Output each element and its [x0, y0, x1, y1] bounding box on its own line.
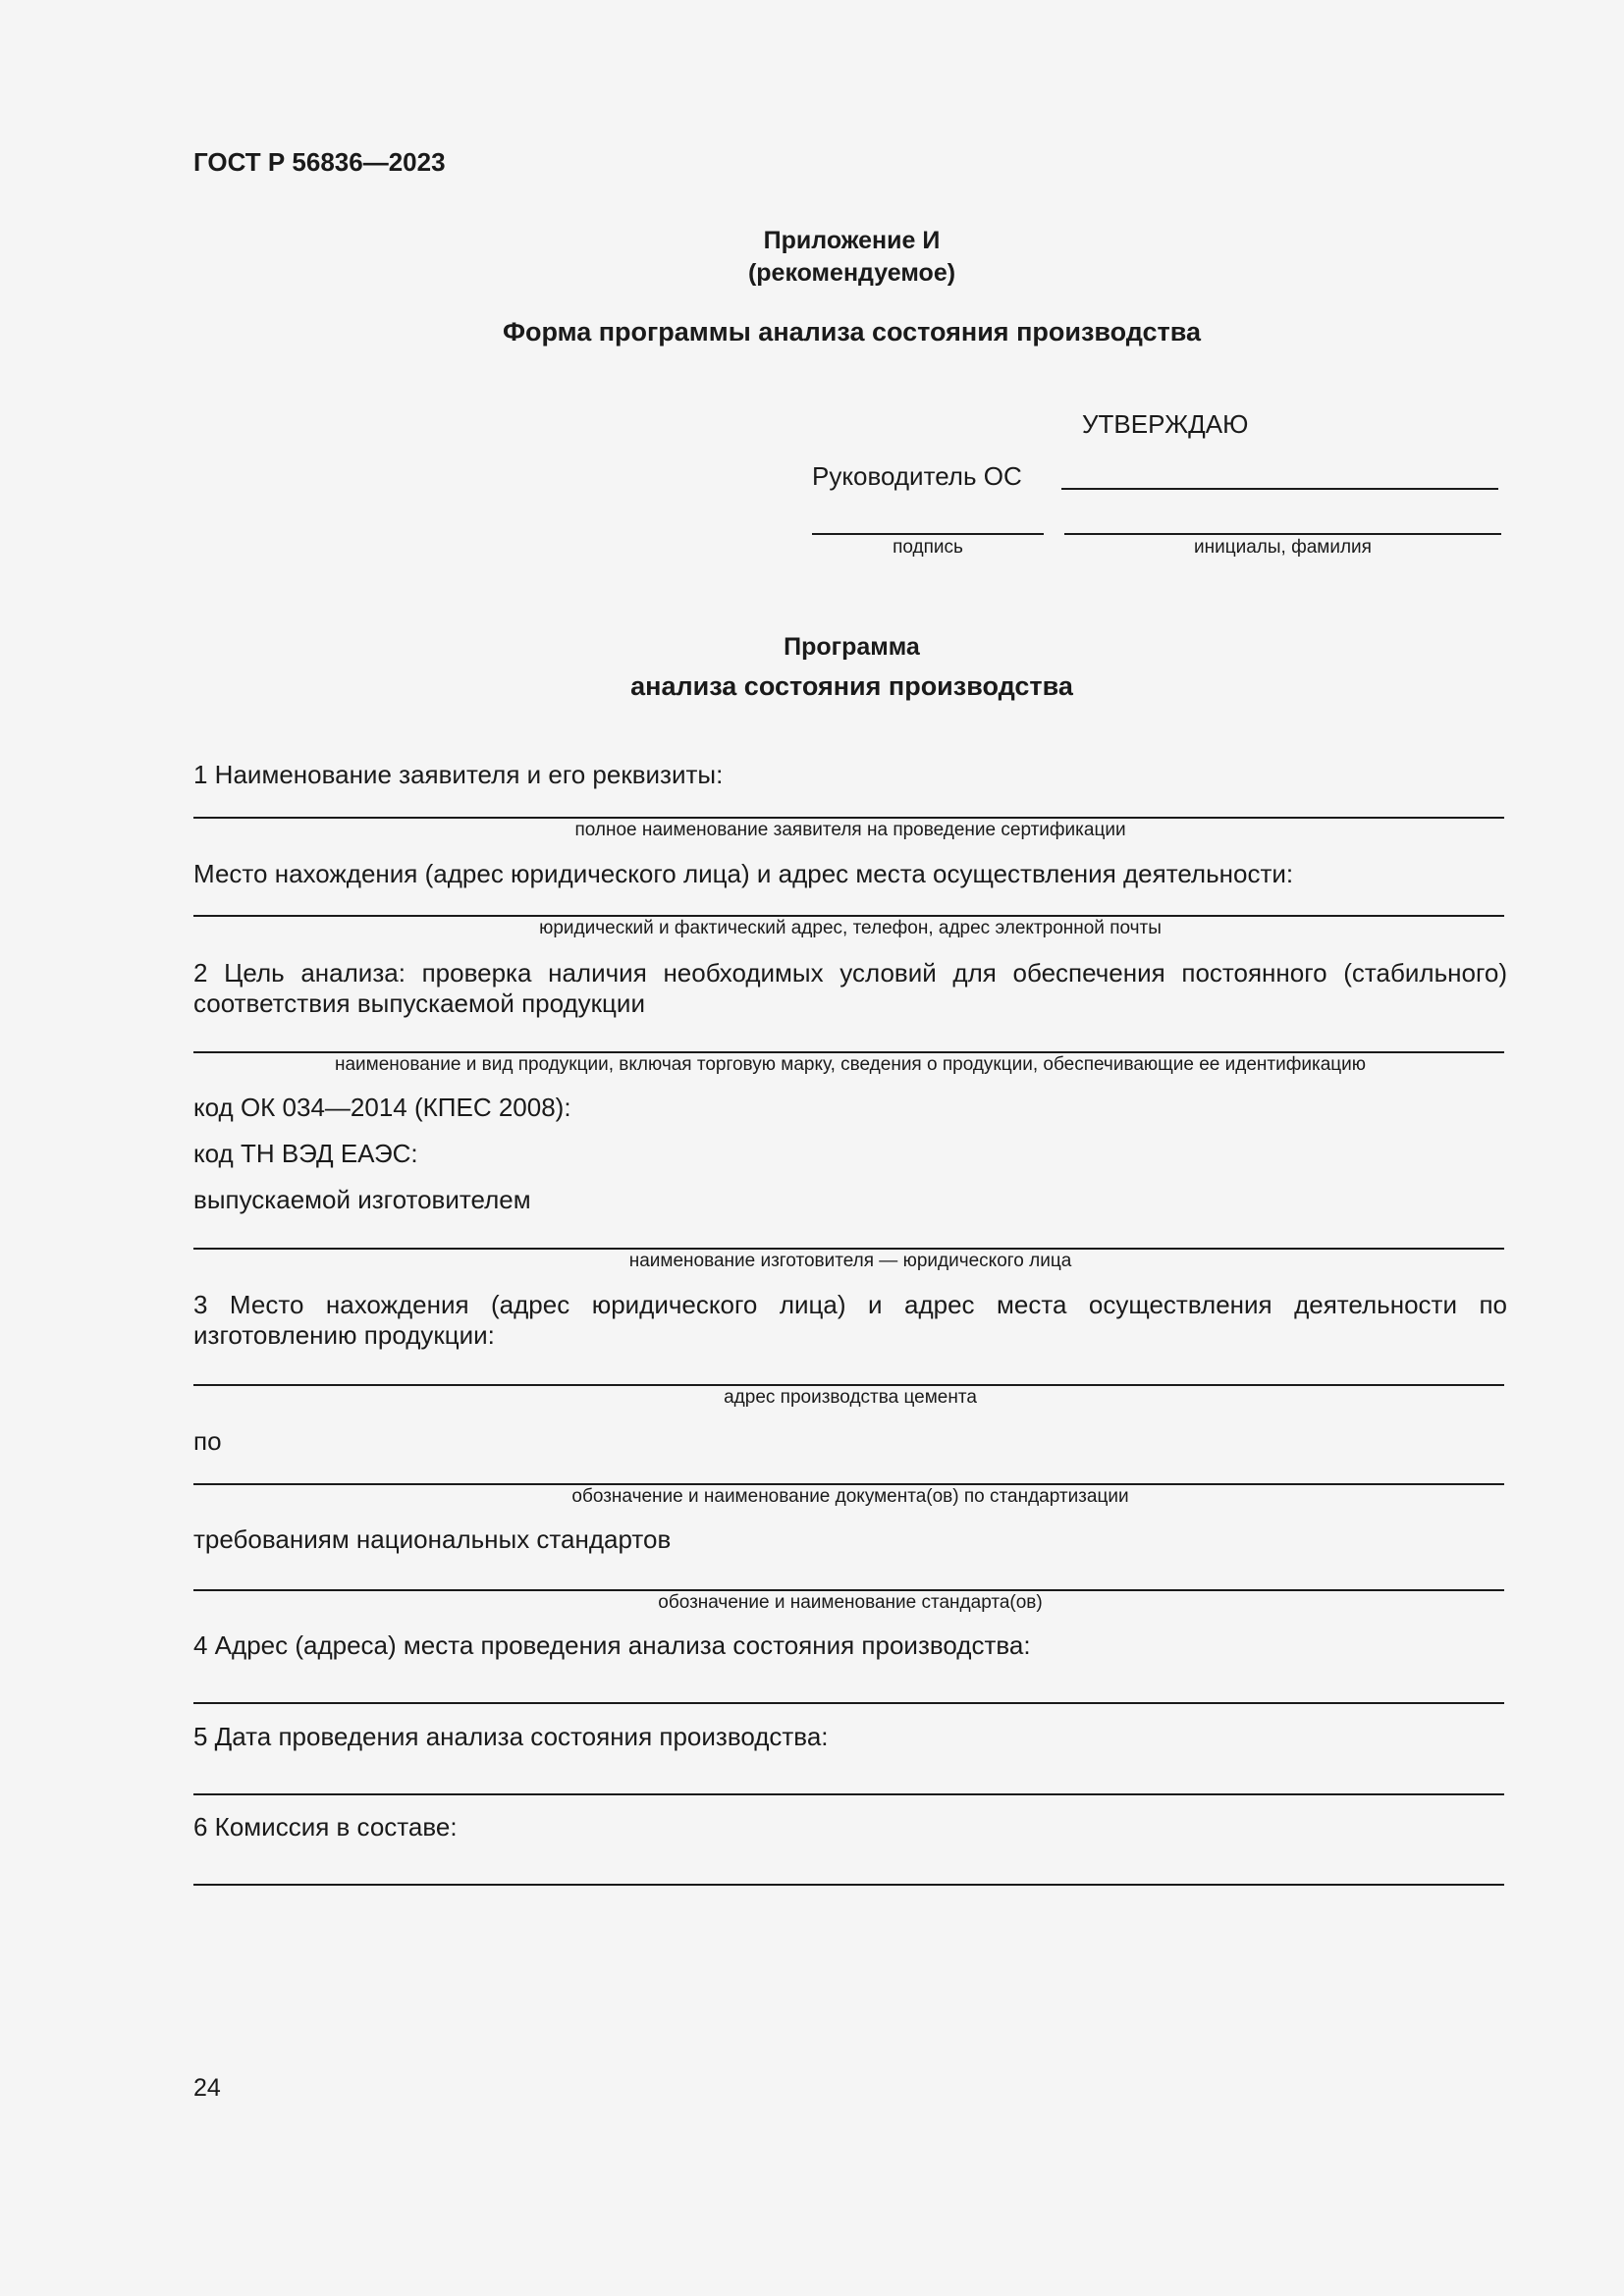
manufacturer-line [193, 1248, 1504, 1250]
item3-line [193, 1384, 1504, 1386]
standards-caption: обозначение и наименование стандарта(ов) [658, 1592, 1043, 1613]
item2-label: 2 Цель анализа: проверка наличия необходимых условий для обеспечения постоянного (стабильного) соответствия выпускаемой продукции [193, 958, 1507, 1018]
tnved-code-label: код ТН ВЭД ЕАЭС: [193, 1139, 418, 1168]
item6-label: 6 Комиссия в составе: [193, 1812, 458, 1842]
item1-caption: полное наименование заявителя на проведение сертификации [574, 820, 1126, 840]
item1-line [193, 817, 1504, 819]
standards-label: требованиям национальных стандартов [193, 1524, 672, 1554]
location-caption: юридический и фактический адрес, телефон, адрес электронной почты [539, 918, 1162, 938]
appendix-heading [0, 225, 1624, 290]
signature-caption: подпись [893, 537, 963, 558]
head-name-line [1061, 488, 1498, 490]
item3-caption: адрес производства цемента [724, 1387, 977, 1408]
location-line [193, 915, 1504, 917]
standard-id: ГОСТ Р 56836—2023 [193, 147, 446, 177]
manufacturer-caption: наименование изготовителя — юридического лица [628, 1251, 1072, 1271]
po-line [193, 1483, 1504, 1485]
item1-label: 1 Наименование заявителя и его реквизиты: [193, 760, 724, 789]
location-label: Место нахождения (адрес юридического лица) и адрес места осуществления деятельности: [193, 859, 1294, 888]
form-title: Форма программы анализа состояния производства [502, 317, 1202, 347]
program-subtitle: анализа состояния производства [630, 671, 1073, 701]
item6-line [193, 1884, 1504, 1886]
approve-label: УТВЕРЖДАЮ [1082, 409, 1249, 439]
item3-label: 3 Место нахождения (адрес юридического лица) и адрес места осуществления деятельности по изготовлению продукции: [193, 1290, 1507, 1350]
appendix-status: (рекомендуемое) [747, 259, 956, 287]
okpd-code-label: код ОК 034—2014 (КПЕС 2008): [193, 1093, 571, 1122]
manufacturer-label: выпускаемой изготовителем [193, 1185, 531, 1214]
initials-line [1064, 533, 1501, 535]
signature-line [812, 533, 1044, 535]
item2-line [193, 1051, 1504, 1053]
name-caption: инициалы, фамилия [1194, 537, 1372, 558]
po-caption: обозначение и наименование документа(ов) по стандартизации [571, 1486, 1129, 1507]
item5-label: 5 Дата проведения анализа состояния производства: [193, 1722, 829, 1751]
item4-line [193, 1702, 1504, 1704]
standards-line [193, 1589, 1504, 1591]
page-number: 24 [193, 2074, 221, 2102]
item2-caption: наименование и вид продукции, включая торговую марку, сведения о продукции, обеспечивающие ее идентификацию [334, 1054, 1367, 1075]
po-label: по [193, 1426, 222, 1456]
head-label: Руководитель ОС [812, 461, 1022, 491]
appendix-title: Приложение И [763, 227, 941, 254]
program-title: Программа [784, 633, 920, 661]
item4-label: 4 Адрес (адреса) места проведения анализа состояния производства: [193, 1630, 1031, 1660]
item5-line [193, 1793, 1504, 1795]
